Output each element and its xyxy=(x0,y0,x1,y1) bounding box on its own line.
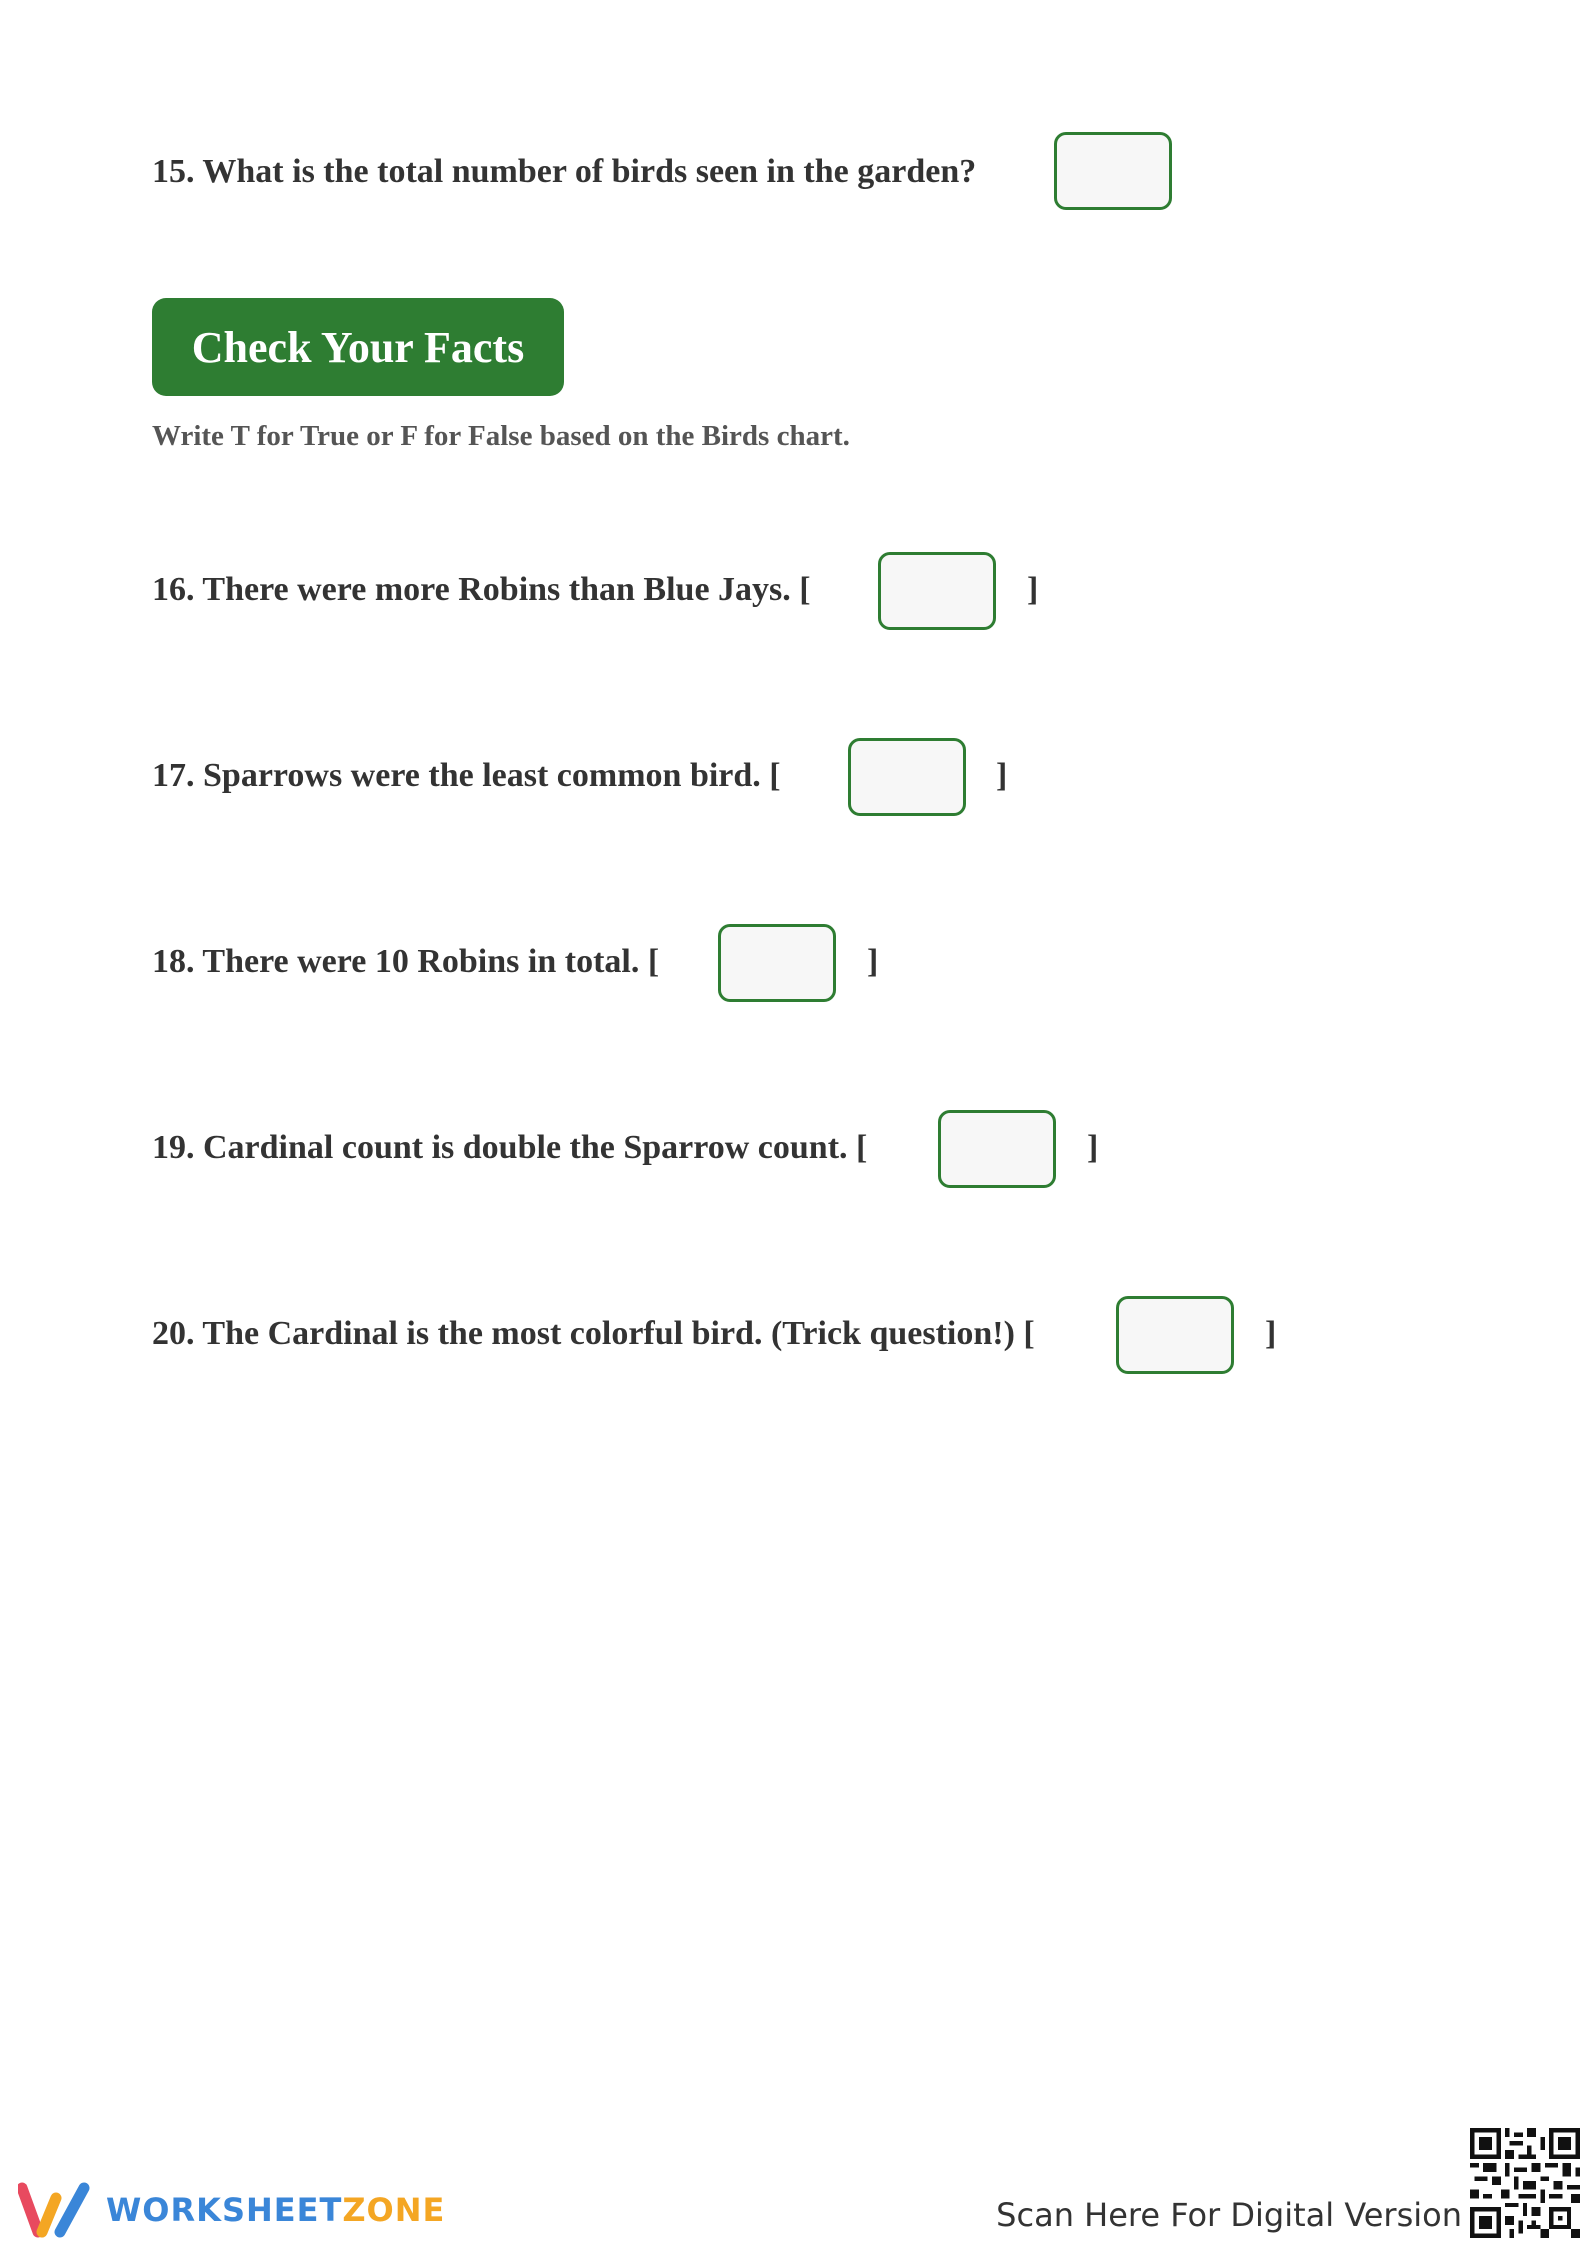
qr-code-icon[interactable] xyxy=(1470,2128,1580,2238)
question-15-text: 15. What is the total number of birds seen in the garden? xyxy=(152,153,977,190)
check-your-facts-header: Check Your Facts xyxy=(152,298,564,396)
question-16-close-bracket: ] xyxy=(1027,571,1039,608)
question-18-text: 18. There were 10 Robins in total. [ xyxy=(152,943,660,980)
answer-box-18[interactable] xyxy=(718,924,836,1002)
question-19-text: 19. Cardinal count is double the Sparrow count. [ xyxy=(152,1129,868,1166)
brand-logo xyxy=(18,2180,445,2240)
question-17-close-bracket: ] xyxy=(996,757,1008,794)
question-18-close-bracket: ] xyxy=(867,943,879,980)
brand-name-part2: ZONE xyxy=(342,2191,446,2229)
answer-box-19[interactable] xyxy=(938,1110,1056,1188)
scan-here-text: Scan Here For Digital Version xyxy=(996,2196,1462,2234)
question-20-close-bracket: ] xyxy=(1265,1315,1277,1352)
question-16-text: 16. There were more Robins than Blue Jays. [ xyxy=(152,571,811,608)
section-instruction: Write T for True or F for False based on the Birds chart. xyxy=(152,420,850,452)
brand-name-part1: WORKSHEET xyxy=(106,2191,343,2229)
answer-box-20[interactable] xyxy=(1116,1296,1234,1374)
answer-box-15[interactable] xyxy=(1054,132,1172,210)
answer-box-17[interactable] xyxy=(848,738,966,816)
question-17-text: 17. Sparrows were the least common bird. [ xyxy=(152,757,781,794)
brand-name xyxy=(106,2191,445,2229)
answer-box-16[interactable] xyxy=(878,552,996,630)
question-20-text: 20. The Cardinal is the most colorful bird. (Trick question!) [ xyxy=(152,1315,1035,1352)
brand-logo-icon xyxy=(18,2182,92,2238)
question-19-close-bracket: ] xyxy=(1087,1129,1099,1166)
